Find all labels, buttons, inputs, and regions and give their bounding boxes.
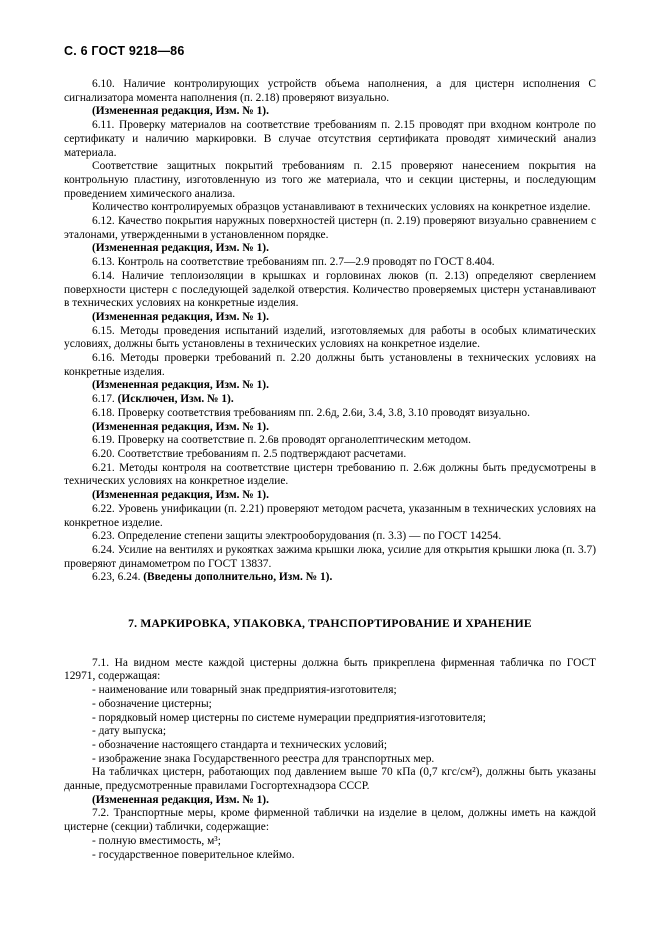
paragraph: 7.1. На видном месте каждой цистерны должна быть прикреплена фирменная табличка по ГОСТ 12971, содержащая: (64, 656, 596, 683)
section-6-content (64, 78, 596, 585)
amendment-note: (Измененная редакция, Изм. № 1). (92, 420, 269, 433)
paragraph: 6.20. Соответствие требованиям п. 2.5 подтверждают расчетами. (92, 447, 407, 460)
paragraph: Соответствие защитных покрытий требованиям п. 2.15 проверяют нанесением покрытия на контрольную пластину, изготовленную из того же материала, что и секции цистерны, и последующим проведением химического анализа. (64, 160, 596, 200)
document-body (64, 78, 596, 862)
amendment-note: (Измененная редакция, Изм. № 1). (92, 105, 269, 118)
list-item: - порядковый номер цистерны по системе нумерации предприятия-изготовителя; (92, 711, 486, 724)
amendment-note: (Измененная редакция, Изм. № 1). (92, 379, 269, 392)
paragraph: 7.2. Транспортные меры, кроме фирменной таблички на изделие в целом, должны иметь на каждой цистерне (секции) таблички, содержащие: (64, 807, 596, 834)
paragraph: 6.24. Усилие на вентилях и рукоятках зажима крышки люка, усилие для открытия крышки люка (п. 3.7) проверяют динамометром по ГОСТ 13837. (64, 543, 596, 570)
paragraph: 6.15. Методы проведения испытаний изделий, изготовляемых для работы в особых климатических условиях, должны быть установлены в технических условиях на конкретное изделие. (64, 324, 596, 351)
paragraph: 6.11. Проверку материалов на соответствие требованиям п. 2.15 проводят при входном контроле по сертификату и наличию маркировки. В случае отсутствия сертификата проводят химический анализ материала. (64, 119, 596, 159)
paragraph: 6.22. Уровень унификации (п. 2.21) проверяют методом расчета, указанным в технических условиях на конкретное изделие. (64, 502, 596, 529)
amendment-note: (Измененная редакция, Изм. № 1). (92, 310, 269, 323)
amendment-note: (Введены дополнительно, Изм. № 1). (143, 571, 333, 584)
list-item: - государственное поверительное клеймо. (92, 848, 295, 861)
clause-number: 6.17. (92, 393, 118, 406)
paragraph: Количество контролируемых образцов устанавливают в технических условиях на конкретное изделие. (92, 201, 591, 214)
page-header: С. 6 ГОСТ 9218—86 (64, 44, 185, 58)
list-item: - обозначение цистерны; (92, 697, 212, 710)
list-item: - обозначение настоящего стандарта и технических условий; (92, 738, 388, 751)
amendment-note: (Измененная редакция, Изм. № 1). (92, 793, 269, 806)
paragraph: 6.21. Методы контроля на соответствие цистерн требованию п. 2.6ж должны быть предусмотрены в технических условиях на конкретное изделие. (64, 461, 596, 488)
section-7-content (64, 657, 596, 863)
paragraph: 6.13. Контроль на соответствие требованиям пп. 2.7—2.9 проводят по ГОСТ 8.404. (92, 256, 495, 269)
amendment-note: (Измененная редакция, Изм. № 1). (92, 242, 269, 255)
amendment-note: (Исключен, Изм. № 1). (117, 393, 234, 406)
section-7-title: 7. МАРКИРОВКА, УПАКОВКА, ТРАНСПОРТИРОВАНИЕ И ХРАНЕНИЕ (128, 617, 532, 631)
clause-number: 6.23, 6.24. (92, 571, 144, 584)
paragraph: 6.12. Качество покрытия наружных поверхностей цистерн (п. 2.19) проверяют визуально сравнением с эталонами, утвержденными в установленном порядке. (64, 215, 596, 241)
amendment-note: (Измененная редакция, Изм. № 1). (92, 489, 269, 502)
paragraph (64, 393, 596, 407)
list-item: - полную вместимость, м³; (92, 834, 221, 847)
paragraph: 6.16. Методы проверки требований п. 2.20 должны быть установлены в технических условиях на конкретные изделия. (64, 352, 596, 378)
paragraph: 6.19. Проверку на соответствие п. 2.6в проводят органолептическим методом. (92, 434, 471, 447)
paragraph: 6.23. Определение степени защиты электрооборудования (п. 3.3) — по ГОСТ 14254. (92, 530, 502, 543)
list-item: - изображение знака Государственного реестра для транспортных мер. (92, 752, 435, 765)
paragraph: 6.18. Проверку соответствия требованиям пп. 2.6д, 2.6и, 3.4, 3.8, 3.10 проводят визуально. (92, 406, 530, 419)
paragraph: На табличках цистерн, работающих под давлением выше 70 кПа (0,7 кгс/см²), должны быть указаны данные, предусмотренные правилами Госгортехнадзора СССР. (64, 766, 596, 793)
paragraph: 6.10. Наличие контролирующих устройств объема наполнения, а для цистерн исполнения С сигнализатора момента наполнения (п. 2.18) проверяют визуально. (64, 78, 596, 104)
paragraph (64, 571, 596, 585)
list-item: - дату выпуска; (92, 725, 167, 738)
list-item: - наименование или товарный знак предприятия-изготовителя; (92, 684, 397, 697)
paragraph: 6.14. Наличие теплоизоляции в крышках и горловинах люков (п. 2.13) определяют сверлением поверхности цистерн с последующей заделкой отверстия. Количество проверяемых цистерн устанавливают в технических условиях на конкретные изделия. (64, 269, 596, 310)
